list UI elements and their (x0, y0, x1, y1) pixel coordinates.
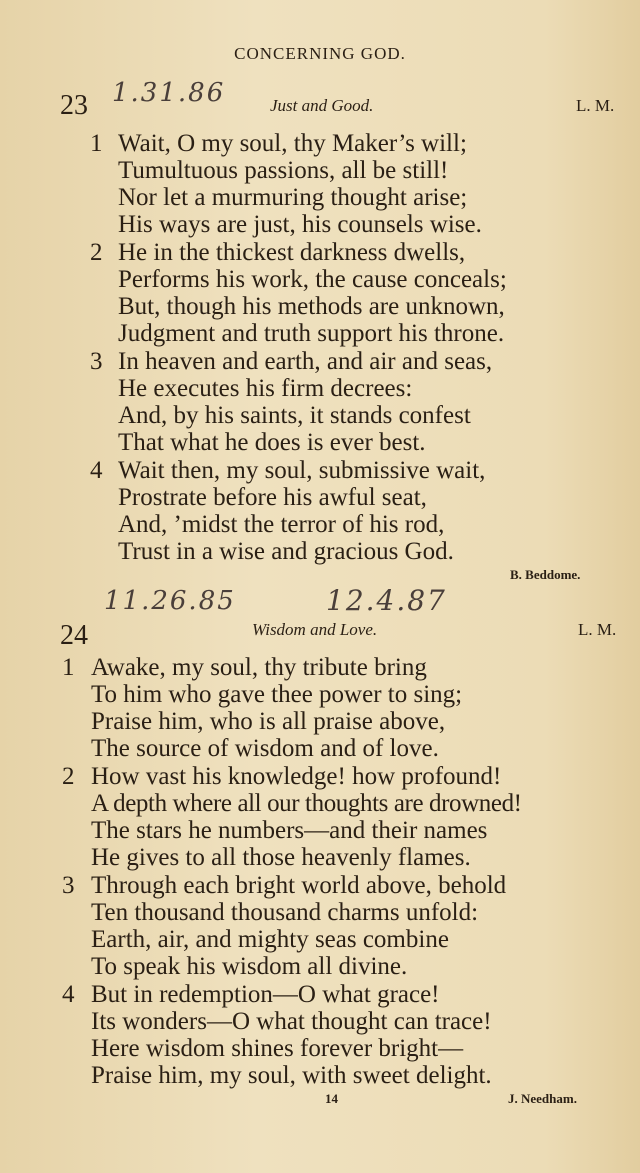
verse-line: Through each bright world above, behold (91, 872, 507, 899)
handwritten-date: 12.4.87 (326, 584, 447, 617)
page-header: CONCERNING GOD. (234, 44, 406, 63)
verse-number: 1 (90, 130, 103, 157)
verse-line: Earth, air, and mighty seas combine (91, 926, 449, 953)
hymn-author: B. Beddome. (510, 567, 581, 582)
verse-line: Trust in a wise and gracious God. (118, 538, 454, 565)
verse-line: A depth where all our thoughts are drowned! (91, 790, 522, 817)
verse-line: Praise him, who is all praise above, (91, 708, 446, 735)
verse-line: His ways are just, his counsels wise. (118, 211, 482, 238)
verse-line: How vast his knowledge! how profound! (91, 763, 502, 790)
verse-line: But, though his methods are unknown, (118, 293, 505, 320)
verse-line: Its wonders—O what thought can trace! (91, 1008, 492, 1035)
verse-line: He gives to all those heavenly flames. (91, 844, 471, 871)
verse-line: Awake, my soul, thy tribute bring (91, 654, 427, 681)
hymn-number: 23 (60, 90, 88, 121)
verse-line: Ten thousand thousand charms unfold: (91, 899, 479, 926)
verse-number: 3 (90, 348, 103, 375)
verse-line: Wait then, my soul, submissive wait, (118, 457, 486, 484)
hymn-title: Wisdom and Love. (252, 620, 378, 639)
verse-line: Here wisdom shines forever bright— (91, 1035, 464, 1062)
verse-number: 4 (62, 981, 75, 1008)
handwritten-date: 11.26.85 (104, 586, 236, 616)
hymn-meter: L. M. (576, 96, 615, 115)
verse-line: To him who gave thee power to sing; (91, 681, 463, 708)
verse-line: Judgment and truth support his throne. (118, 320, 505, 347)
page-number: 14 (325, 1091, 338, 1106)
verse-line: He in the thickest darkness dwells, (118, 239, 466, 266)
verse-number: 2 (90, 239, 103, 266)
verse-line: Wait, O my soul, thy Maker’s will; (118, 130, 467, 157)
hymn-meter: L. M. (578, 620, 617, 639)
verse-line: The stars he numbers—and their names (91, 817, 488, 844)
verse-line: In heaven and earth, and air and seas, (118, 348, 493, 375)
verse-number: 3 (62, 872, 75, 899)
verse-line: Praise him, my soul, with sweet delight. (91, 1062, 492, 1089)
verse-line: And, by his saints, it stands confest (118, 402, 471, 429)
verse-line: Prostrate before his awful seat, (118, 484, 427, 511)
verse-line: Nor let a murmuring thought arise; (118, 184, 468, 211)
verse-line: But in redemption—O what grace! (91, 981, 440, 1008)
hymn-number: 24 (60, 620, 88, 651)
hymn-title: Just and Good. (270, 96, 374, 115)
verse-number: 2 (62, 763, 75, 790)
verse-number: 4 (90, 457, 103, 484)
verse-line: He executes his firm decrees: (118, 375, 413, 402)
verse-line: Performs his work, the cause conceals; (118, 266, 507, 293)
handwritten-date: 1.31.86 (112, 78, 226, 108)
verse-number: 1 (62, 654, 75, 681)
verse-line: The source of wisdom and of love. (91, 735, 439, 762)
hymn-author: J. Needham. (508, 1091, 577, 1106)
verse-line: That what he does is ever best. (118, 429, 426, 456)
verse-line: Tumultuous passions, all be still! (118, 157, 449, 184)
verse-line: And, ’midst the terror of his rod, (118, 511, 445, 538)
verse-line: To speak his wisdom all divine. (91, 953, 408, 980)
